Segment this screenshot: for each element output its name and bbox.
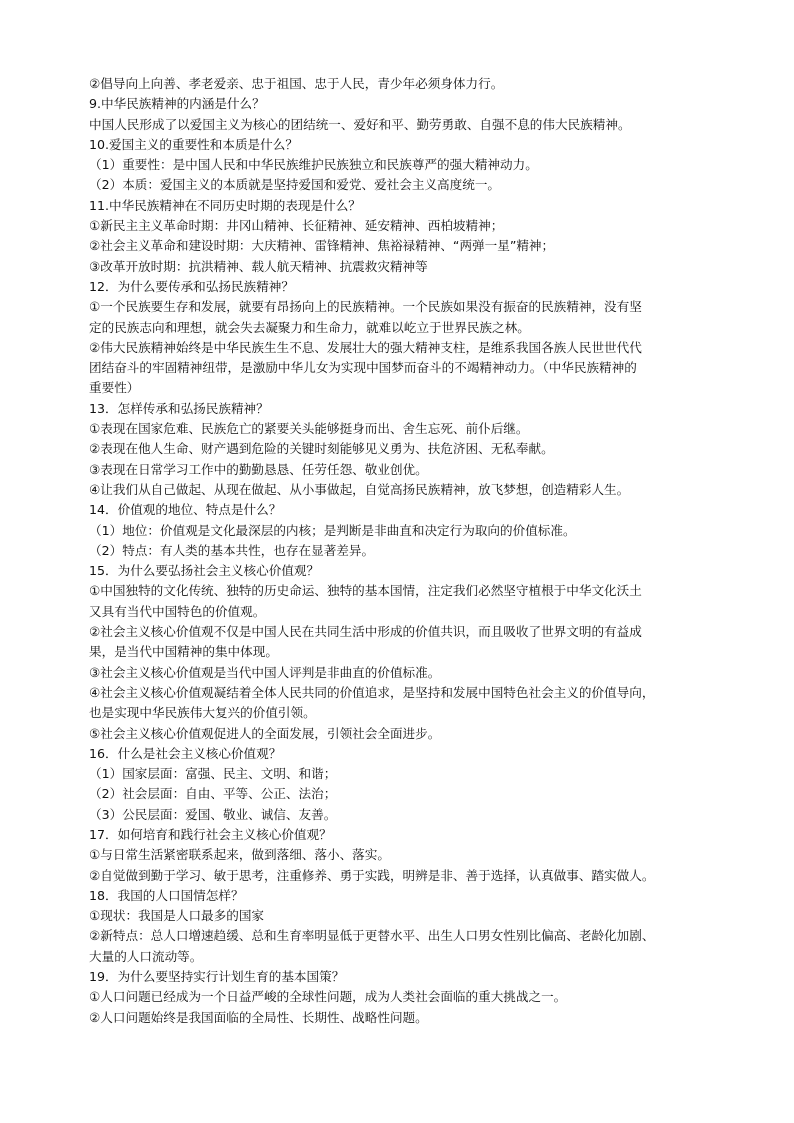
text-line: ④社会主义核心价值观凝结着全体人民共同的价值追求，是坚持和发展中国特色社会主义的价值导向， (89, 684, 655, 700)
question-heading: 19．为什么要坚持实行计划生育的基本国策？ (89, 969, 345, 985)
question-heading: 9.中华民族精神的内涵是什么？ (89, 96, 265, 112)
question-heading: 14．价值观的地位、特点是什么？ (89, 502, 282, 518)
question-heading: 10.爱国主义的重要性和本质是什么？ (89, 136, 298, 152)
text-line: ②人口问题始终是我国面临的全局性、长期性、战略性问题。 (89, 1009, 428, 1025)
document-page (89, 74, 711, 1028)
text-line: ③社会主义核心价值观是当代中国人评判是非曲直的价值标准。 (89, 664, 441, 680)
text-line: ②新特点：总人口增速趋缓、总和生育率明显低于更替水平、出生人口男女性别比偏高、老龄化加剧、 (89, 928, 655, 944)
text-line: ③改革开放时期：抗洪精神、载人航天精神、抗震救灾精神等 (89, 258, 428, 274)
text-line: 也是实现中华民族伟大复兴的价值引领。 (89, 705, 316, 721)
text-line: ①新民主主义革命时期：井冈山精神、长征精神、延安精神、西柏坡精神； (89, 218, 504, 234)
question-heading: 15．为什么要弘扬社会主义核心价值观？ (89, 563, 320, 579)
question-heading: 17．如何培育和践行社会主义核心价值观？ (89, 826, 332, 842)
question-heading: 16．什么是社会主义核心价值观？ (89, 745, 282, 761)
text-line: 定的民族志向和理想，就会失去凝聚力和生命力，就难以屹立于世界民族之林。 (89, 319, 530, 335)
text-line: ②自觉做到勤于学习、敏于思考，注重修养、勇于实践，明辨是非、善于选择，认真做事、踏实做人。 (89, 867, 655, 883)
text-line: （2）特点：有人类的基本共性，也存在显著差异。 (89, 542, 375, 558)
question-heading: 13．怎样传承和弘扬民族精神？ (89, 400, 269, 416)
text-line: 团结奋斗的牢固精神纽带，是激励中华儿女为实现中国梦而奋斗的不竭精神动力。（中华民族精神的 (89, 360, 637, 376)
text-line: 重要性） (89, 380, 140, 396)
text-line: （1）地位：价值观是文化最深层的内核；是判断是非曲直和决定行为取向的价值标准。 (89, 522, 576, 538)
text-line: （2）本质：爱国主义的本质就是坚持爱国和爱党、爱社会主义高度统一。 (89, 177, 501, 193)
question-heading: 11.中华民族精神在不同历史时期的表现是什么？ (89, 197, 361, 213)
text-line: ②倡导向上向善、孝老爱亲、忠于祖国、忠于人民，青少年必须身体力行。 (89, 76, 504, 91)
text-line: （1）重要性：是中国人民和中华民族维护民族独立和民族尊严的强大精神动力。 (89, 157, 538, 173)
text-line: 果，是当代中国精神的集中体现。 (89, 644, 278, 660)
text-line: ①与日常生活紧密联系起来，做到落细、落小、落实。 (89, 847, 390, 863)
question-heading: 12．为什么要传承和弘扬民族精神？ (89, 278, 294, 294)
text-line: ②社会主义核心价值观不仅是中国人民在共同生活中形成的价值共识，而且吸收了世界文明的有益成 (89, 624, 642, 640)
text-line: ①一个民族要生存和发展，就要有昂扬向上的民族精神。一个民族如果没有振奋的民族精神，没有坚 (89, 299, 642, 315)
text-line: ②表现在他人生命、财产遇到危险的关键时刻能够见义勇为、扶危济困、无私奉献。 (89, 441, 554, 457)
text-line: ①中国独特的文化传统、独特的历史命运、独特的基本国情，注定我们必然坚守植根于中华文化沃土 (89, 583, 642, 599)
text-line: （2）社会层面：自由、平等、公正、法治； (89, 786, 337, 802)
text-line: 又具有当代中国特色的价值观。 (89, 603, 266, 619)
text-line: ②社会主义革命和建设时期：大庆精神、雷锋精神、焦裕禄精神、“两弹一星”精神； (89, 238, 555, 254)
text-line: ①人口问题已经成为一个日益严峻的全球性问题，成为人类社会面临的重大挑战之一。 (89, 989, 567, 1005)
text-line: 大量的人口流动等。 (89, 948, 203, 964)
text-line: ④让我们从自己做起、从现在做起、从小事做起，自觉高扬民族精神，放飞梦想，创造精彩人生。 (89, 481, 630, 497)
text-line: ②伟大民族精神始终是中华民族生生不息、发展壮大的强大精神支柱，是维系我国各族人民世世代代 (89, 339, 642, 355)
text-line: ①表现在国家危难、民族危亡的紧要关头能够挺身而出、舍生忘死、前仆后继。 (89, 421, 529, 437)
text-line: 中国人民形成了以爱国主义为核心的团结统一、爱好和平、勤劳勇敢、自强不息的伟大民族精神。 (89, 116, 631, 132)
text-line: ⑤社会主义核心价值观促进人的全面发展，引领社会全面进步。 (89, 725, 441, 741)
question-heading: 18．我国的人口国情怎样？ (89, 887, 244, 903)
text-line: ③表现在日常学习工作中的勤勤恳恳、任劳任怨、敬业创优。 (89, 461, 428, 477)
text-line: （1）国家层面：富强、民主、文明、和谐； (89, 766, 337, 782)
text-line: （3）公民层面：爱国、敬业、诚信、友善。 (89, 806, 337, 822)
text-line: ①现状：我国是人口最多的国家 (89, 908, 265, 924)
